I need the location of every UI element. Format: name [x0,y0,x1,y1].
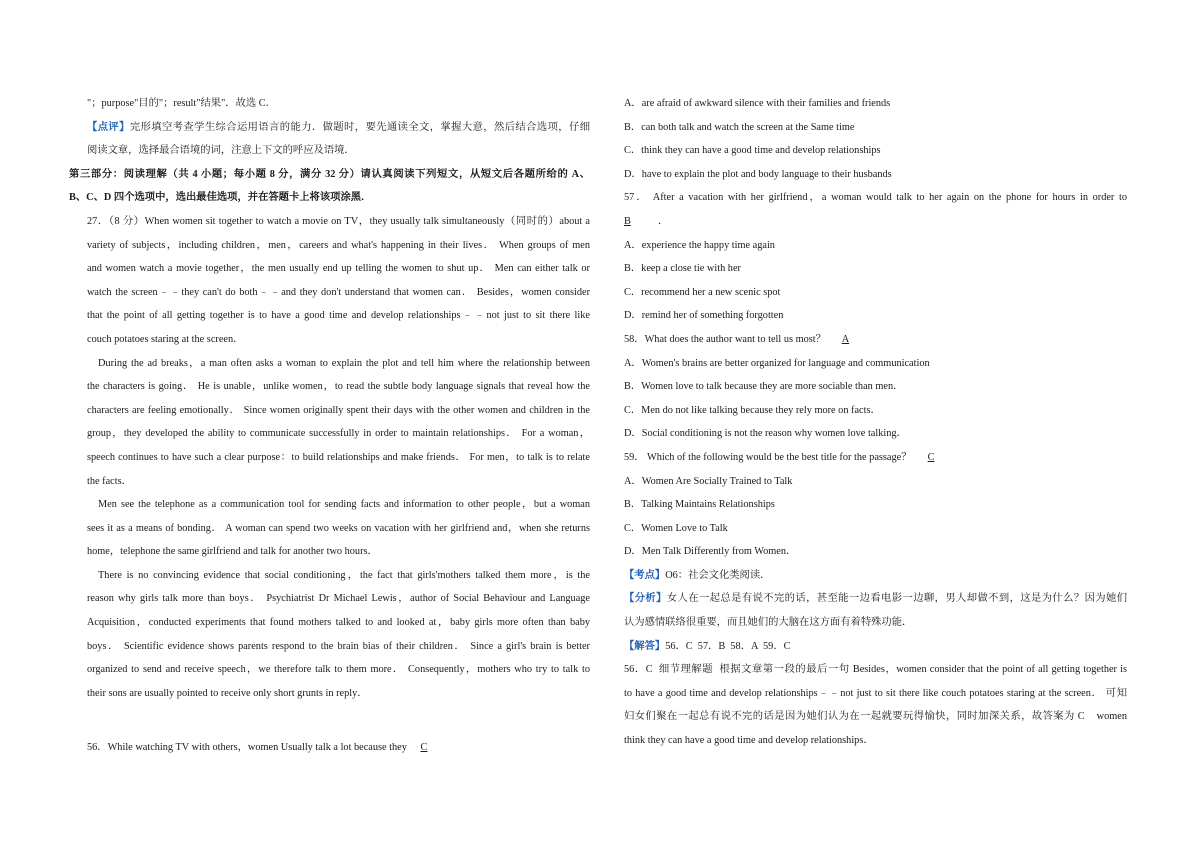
kaodian-tag: 【考点】 [624,569,666,581]
comment-tag: 【点评】 [87,121,130,133]
explanation-line: 妇女们聚在一起总有说不完的话是因为她们认为在一起就要玩得愉快，同时加深关系，故答案为 C women [624,711,1127,723]
option: C．think they can have a good time and develop relationships [624,145,881,157]
passage-line: home，telephone the same girlfriend and talk for another two hours． [87,546,378,558]
fenxi-text-1: 女人在一起总是有说不完的话，甚至能一边看电影一边聊，男人却做不到，这是为什么？因为她们 [666,593,1127,605]
question-59 [624,446,1127,470]
passage-line: reason why girls talk more than boys． Psychiatrist Dr Michael Lewis，author of Social Behaviour and Language [87,593,590,605]
question-57-answer-line: B ． [624,210,1127,234]
kaodian-line [624,564,1127,588]
question-56 [87,736,590,760]
question-59-answer: C [927,451,935,463]
passage-line: group，they developed the ability to communicate successfully in order to maintain relationships． For a woman， [87,428,590,440]
option: B．keep a close tie with her [624,263,741,275]
option: C．Women Love to Talk [624,522,728,534]
passage-line: the facts． [87,475,132,487]
passage-line: their sons are usually pointed to receive only short grunts in reply． [87,687,368,699]
question-58 [624,328,1127,352]
passage-line: watch the screen﹣﹣they can't do both﹣﹣and they don't understand that women can． Besides，women consider [87,286,590,298]
jieda-line [624,635,1127,659]
passage-line: characters are feeling emotionally． Since women originally spent their days with the other women and children in the [87,404,590,416]
jieda-text: 56．C 57．B 58．A 59．C [665,640,791,652]
explanation-line: to have a good time and develop relationships﹣﹣not just to sit there like couch potatoes staring at the screen． 可知 [624,687,1127,699]
passage-line: sees it as a means of bonding． A woman can spend two weeks on vacation with her girlfriend and，when she returns [87,522,590,534]
passage-line: There is no convincing evidence that social conditioning，the fact that girls'mothers talked them more，is the [98,569,590,581]
fenxi-tag: 【分析】 [624,593,667,605]
section-heading-2: B、C、D 四个选项中，选出最佳选项，并在答题卡上将该项涂黑． [69,192,372,204]
passage-line: Acquisition，conducted experiments that found mothers talked to and looked at，baby girls more often than baby [87,617,590,629]
passage-line: During the ad breaks，a man often asks a woman to explain the plot and tell him where the relationship between [98,357,590,369]
question-56-text: 56．While watching TV with others，women Usually talk a lot because they [87,742,407,754]
option: A．experience the happy time again [624,239,775,251]
passage-line: boys． Scientific evidence shows parents respond to the brain bias of their children． Since a girl's brain is better [87,640,590,652]
option: A．are afraid of awkward silence with their families and friends [624,98,891,109]
question-56-answer: C [420,742,428,754]
passage-line: the characters is going． He is unable，unlike women，to read the subtle body language signals that reveal how the [87,381,590,393]
question-57-answer: B [624,215,631,227]
jieda-tag: 【解答】 [624,640,666,652]
option: B．can both talk and watch the screen at the Same time [624,121,855,133]
option: D．remind her of something forgotten [624,310,784,322]
option: D．have to explain the plot and body language to their husbands [624,168,892,180]
passage-line: 27．（8 分）When women sit together to watch a movie on TV，they usually talk simultaneously（同时的）about a [87,215,590,227]
option: C．recommend her a new scenic spot [624,286,781,298]
option: B．Talking Maintains Relationships [624,499,775,511]
option: D．Men Talk Differently from Women． [624,546,797,558]
passage-line: that the point of all getting together is to have a good time and develop relationships﹣﹣not just to sit there like [87,310,590,322]
fenxi-line-2: 认为感情联络很重要，而且她们的大脑在这方面有着特殊功能． [624,617,913,629]
comment-line-1 [87,116,590,140]
question-57: 57． After a vacation with her girlfriend，a woman would talk to her again on the phone for hours in order to [624,192,1127,204]
passage-line: Men see the telephone as a communication tool for sending facts and information to other people，but a woman [98,499,590,511]
passage-line: and women watch a movie together，the men usually end up telling the women to shut up． Men can either talk or [87,263,590,275]
comment-line-2: 阅读文章，选择最合语境的词，注意上下文的呼应及语境． [87,145,355,157]
question-58-answer: A [841,333,850,345]
right-column [624,92,1127,753]
option: B．Women love to talk because they are more sociable than men． [624,381,904,393]
option: C．Men do not like talking because they rely more on facts． [624,404,881,416]
comment-text-1: 完形填空考查学生综合运用语言的能力．做题时，要先通读全文，掌握大意，然后结合选项，仔细 [129,121,590,133]
explanation-line: 56．C 细节理解题 根据文章第一段的最后一句 Besides，women consider that the point of all getting together is [624,664,1127,676]
passage-line: couch potatoes staring at the screen． [87,333,244,345]
prev-answer-tail: "；purpose"目的"；result"结果"．故选 C． [87,98,276,109]
left-column [69,92,590,760]
option: A．Women Are Socially Trained to Talk [624,475,793,487]
fenxi-line-1 [624,587,1127,611]
kaodian-text: O6：社会文化类阅读． [665,569,771,581]
option: A．Women's brains are better organized for language and communication [624,357,930,369]
question-59-text: 59． Which of the following would be the best title for the passage？ [624,451,912,463]
passage-line: organized to send and receive speech，we therefore talk to them more． Consequently，mothers who try to talk to [87,664,590,676]
section-heading-1: 第三部分：阅读理解（共 4 小题；每小题 8 分，满分 32 分）请认真阅读下列短文，从短文后各题所给的 A、 [69,168,590,180]
passage-line: variety of subjects，including children，men，careers and what's happening in their lives． When groups of men [87,239,590,251]
passage-line: speech continues to have such a clear purpose：to build relationships and make friends． For men，to talk is to relate [87,451,590,463]
option: D．Social conditioning is not the reason why women love talking． [624,428,907,440]
explanation-line: think they can have a good time and develop relationships． [624,735,874,747]
question-58-text: 58．What does the author want to tell us most？ [624,333,826,345]
